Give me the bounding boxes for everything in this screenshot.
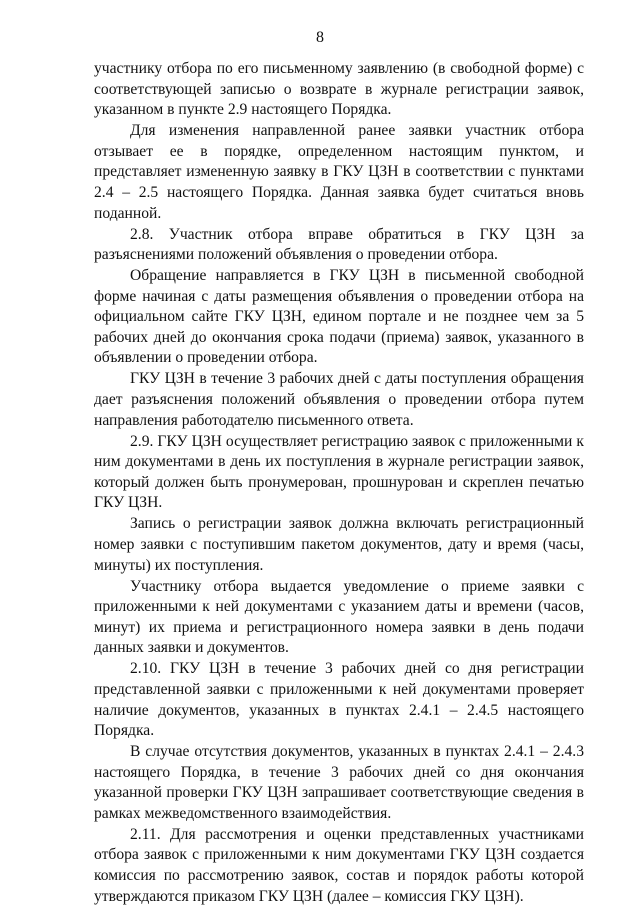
paragraph-clarification-response: ГКУ ЦЗН в течение 3 рабочих дней с даты поступления обращения дает разъяснения положений объявления о проведении отбора путем направления работодателю письменного ответа.: [94, 370, 584, 429]
paragraph-missing-documents: В случае отсутствия документов, указанных в пунктах 2.4.1 – 2.4.3 настоящего Порядка, в течение 3 рабочих дней со дня окончания указанной проверки ГКУ ЦЗН запрашивает соответствующие сведения в рамках межведомственного взаимодействия.: [94, 743, 584, 822]
paragraph-registration-record: Запись о регистрации заявок должна включать регистрационный номер заявки с поступившим пакетом документов, дату и время (часы, минуты) их поступления.: [94, 515, 584, 574]
document-body: [94, 59, 584, 907]
paragraph-change-application: Для изменения направленной ранее заявки участник отбора отзывает ее в порядке, определенном настоящим пунктом, и представляет измененную заявку в ГКУ ЦЗН в соответствии с пунктами 2.4 – 2.5 настоящего Порядка. Данная заявка будет считаться вновь поданной.: [94, 122, 584, 222]
paragraph-return-application: участнику отбора по его письменному заявлению (в свободной форме) с соответствующей записью о возврате в журнале регистрации заявок, указанном в пункте 2.9 настоящего Порядка.: [94, 60, 584, 119]
page-number: 8: [316, 29, 324, 46]
paragraph-2-10: 2.10. ГКУ ЦЗН в течение 3 рабочих дней со дня регистрации представленной заявки с приложенными к ней документами проверяет наличие документов, указанных в пунктах 2.4.1 – 2.4.5 настоящего Порядка.: [94, 660, 584, 740]
paragraph-2-11: 2.11. Для рассмотрения и оценки представленных участниками отбора заявок с приложенными к ним документами ГКУ ЦЗН создается комиссия по рассмотрению заявок, состав и порядок работы которой утверждаются приказом ГКУ ЦЗН (далее – комиссия ГКУ ЦЗН).: [94, 825, 584, 905]
paragraph-2-9: 2.9. ГКУ ЦЗН осуществляет регистрацию заявок с приложенными к ним документами в день их поступления в журнале регистрации заявок, который должен быть пронумерован, прошнурован и скреплен печатью ГКУ ЦЗН.: [94, 432, 584, 512]
paragraph-inquiry-form: Обращение направляется в ГКУ ЦЗН в письменной свободной форме начиная с даты размещения объявления о проведении отбора на официальном сайте ГКУ ЦЗН, едином портале и не позднее чем за 5 рабочих дней до окончания срока подачи (приема) заявок, указанного в объявлении о проведении отбора.: [94, 267, 584, 367]
paragraph-2-8: 2.8. Участник отбора вправе обратиться в ГКУ ЦЗН за разъяснениями положений объявления о проведении отбора.: [94, 225, 584, 264]
paragraph-notification: Участнику отбора выдается уведомление о приеме заявки с приложенными к ней документами с указанием даты и времени (часов, минут) их приема и регистрационного номера заявки в день подачи данных заявки и документов.: [94, 577, 584, 657]
